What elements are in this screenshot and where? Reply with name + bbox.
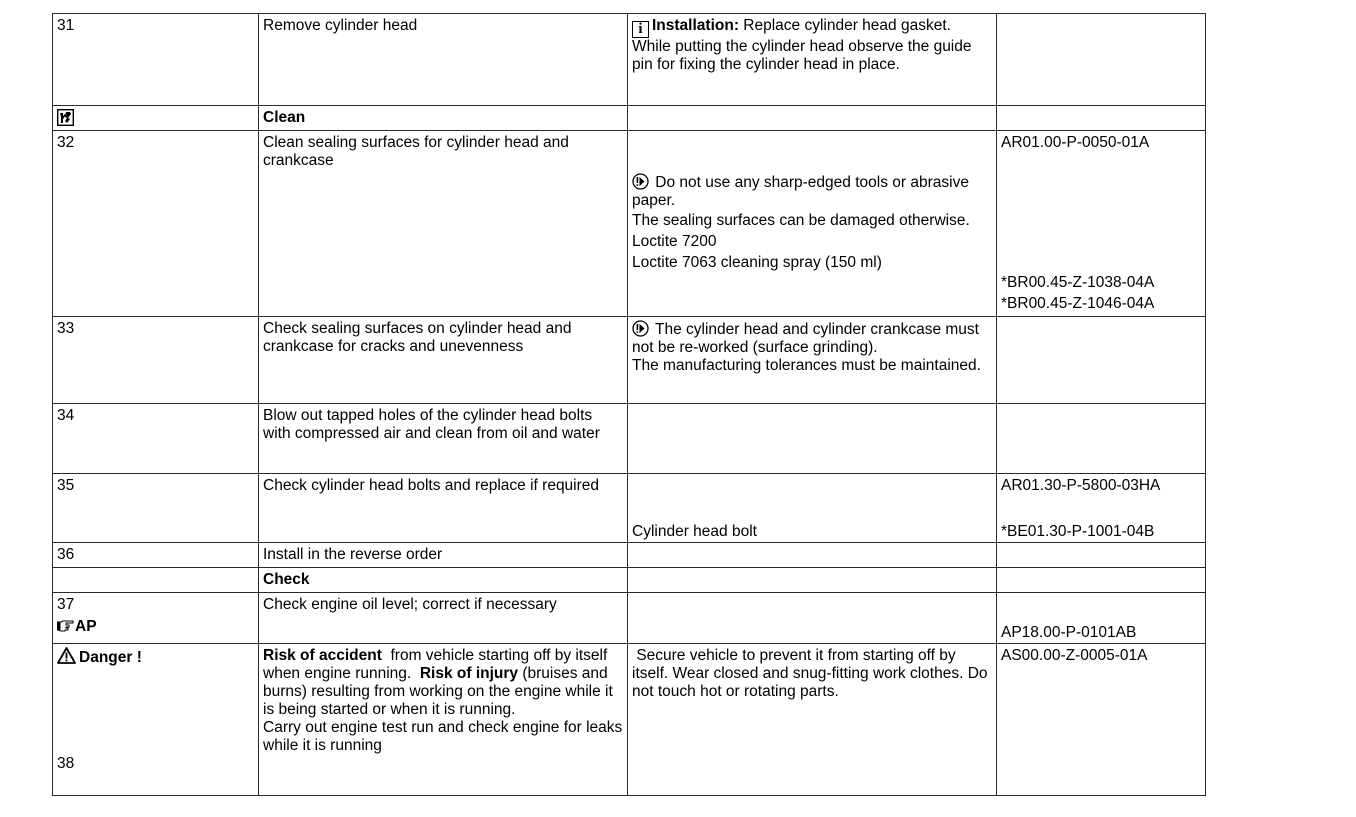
table-row <box>53 404 1206 474</box>
step-reference <box>997 474 1206 543</box>
step-action: Install in the reverse order <box>259 543 628 568</box>
note-line: The sealing surfaces can be damaged otherwise. <box>632 212 970 229</box>
danger-label-line <box>57 647 254 667</box>
step-number: 31 <box>53 14 259 106</box>
danger-note: Secure vehicle to prevent it from starting off by itself. Wear closed and snug-fitting work clothes. Do not touch hot or rotating parts. <box>628 644 997 796</box>
danger-label: Danger ! <box>79 649 142 666</box>
reference-link[interactable]: AS00.00-Z-0005-01A <box>1001 647 1148 664</box>
section-heading: Clean <box>259 106 628 131</box>
step-number: 35 <box>53 474 259 543</box>
step-action: Carry out engine test run and check engine for leaks while it is running <box>263 719 623 754</box>
risk-label: Risk of injury <box>419 665 519 682</box>
note-line: The cylinder head and cylinder crankcase must not be re-worked (surface grinding). <box>632 321 979 356</box>
tool-wrench-icon <box>57 109 74 126</box>
table-row <box>53 317 1206 404</box>
danger-cell <box>53 644 259 796</box>
reference-link[interactable]: *BR00.45-Z-1046-04A <box>1001 295 1155 312</box>
step-note <box>628 14 997 106</box>
procedure-table <box>52 13 1206 796</box>
step-action: Check engine oil level; correct if necessary <box>259 593 628 644</box>
risk-label: Risk of accident <box>263 647 382 664</box>
reference-link[interactable]: AR01.00-P-0050-01A <box>1001 134 1150 151</box>
table-row <box>53 474 1206 543</box>
section-row-clean <box>53 106 1206 131</box>
caution-note-icon <box>632 173 649 190</box>
warning-triangle-icon <box>57 647 76 664</box>
pointing-hand-icon <box>57 620 74 632</box>
step-action: Clean sealing surfaces for cylinder head and crankcase <box>259 131 628 317</box>
step-action: Check sealing surfaces on cylinder head and crankcase for cracks and unevenness <box>259 317 628 404</box>
risk-text: from vehicle starting off by itself when engine running. <box>263 647 612 682</box>
reference-link[interactable]: AP18.00-P-0101AB <box>1001 624 1137 641</box>
reference-link[interactable]: *BE01.30-P-1001-04B <box>1001 523 1155 540</box>
note-line: The manufacturing tolerances must be maintained. <box>632 357 981 374</box>
table-row <box>53 14 1206 106</box>
risk-text: (bruises and burns) resulting from working on the engine while it is being started or when it is running. <box>263 665 613 718</box>
step-reference <box>997 14 1206 106</box>
note-label: Installation: <box>652 17 739 34</box>
table-row-danger <box>53 644 1206 796</box>
step-note <box>628 131 997 317</box>
step-number-cell <box>53 593 259 644</box>
ap-reference[interactable] <box>57 618 254 636</box>
step-action: Check cylinder head bolts and replace if required <box>259 474 628 543</box>
step-number: 37 <box>57 596 75 613</box>
section-icon-cell <box>53 106 259 131</box>
step-note <box>628 317 997 404</box>
step-number: 33 <box>53 317 259 404</box>
step-reference <box>997 644 1206 796</box>
material-item: Loctite 7063 cleaning spray (150 ml) <box>632 254 882 271</box>
step-number: 36 <box>53 543 259 568</box>
caution-note-icon <box>632 320 649 337</box>
table-row <box>53 593 1206 644</box>
step-reference <box>997 131 1206 317</box>
step-action: Blow out tapped holes of the cylinder head bolts with compressed air and clean from oil and water <box>259 404 628 474</box>
note-line: Do not use any sharp-edged tools or abrasive paper. <box>632 174 969 209</box>
info-icon: i <box>632 21 649 38</box>
table-row <box>53 131 1206 317</box>
step-note <box>628 474 997 543</box>
material-item: Cylinder head bolt <box>632 523 757 540</box>
step-reference <box>997 317 1206 404</box>
note-text: Replace cylinder head gasket. While putting the cylinder head observe the guide pin for fixing the cylinder head in place. <box>632 17 972 73</box>
step-number: 38 <box>57 755 75 772</box>
step-action: Remove cylinder head <box>259 14 628 106</box>
reference-link[interactable]: AR01.30-P-5800-03HA <box>1001 477 1161 494</box>
danger-description <box>259 644 628 796</box>
reference-link[interactable]: *BR00.45-Z-1038-04A <box>1001 274 1155 291</box>
ap-label: AP <box>75 618 97 635</box>
material-item: Loctite 7200 <box>632 233 717 250</box>
section-row-check <box>53 568 1206 593</box>
table-row <box>53 543 1206 568</box>
step-number: 32 <box>53 131 259 317</box>
step-number: 34 <box>53 404 259 474</box>
step-reference <box>997 593 1206 644</box>
section-heading: Check <box>259 568 628 593</box>
